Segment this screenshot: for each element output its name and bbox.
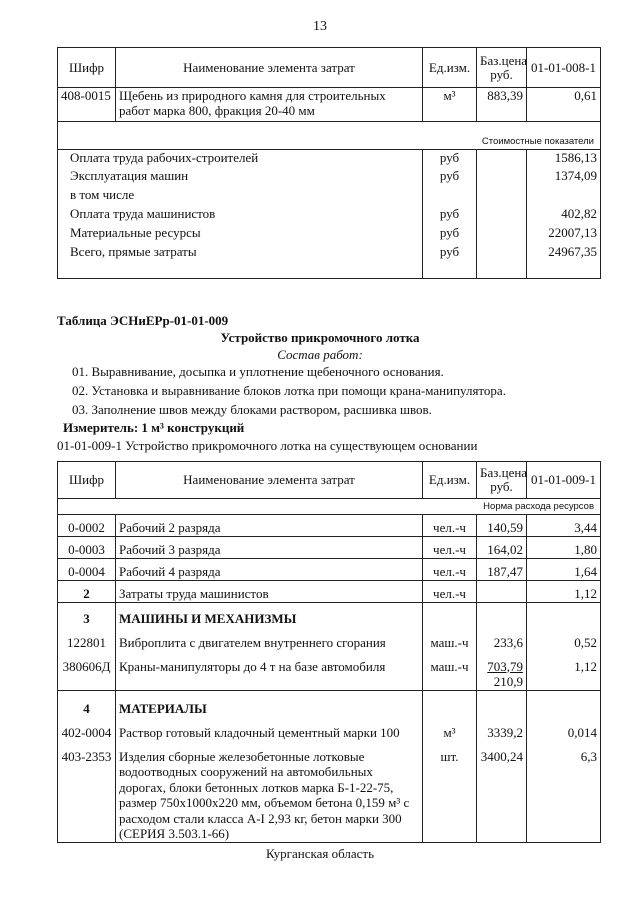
row-code: 0-0004 [58,559,116,581]
row-value: 3,44 [527,515,601,537]
table-row [58,515,601,537]
row-price: 164,02 [477,537,527,559]
cost-name: Оплата труда машинистов [58,206,423,225]
section-heading: Устройство прикромочного лотка [220,330,420,345]
cost-name: Эксплуатация машин [58,168,423,187]
cost-unit: руб [423,168,477,187]
cost-indicators-header: Стоимостные показатели [58,134,601,150]
section-code: 3 [58,603,116,627]
col-norm-code: 01-01-009-1 [527,462,601,499]
row-code: 0-0002 [58,515,116,537]
row-unit: чел.-ч [423,581,477,603]
row-name: Рабочий 3 разряда [116,537,423,559]
row-unit: маш.-ч [423,627,477,651]
row-name: Раствор готовый кладочный цементный марки 100 [116,717,423,741]
table-row [58,149,601,168]
row-name: Изделия сборные железобетонные лотковые водоотводных сооружений на автомобильных дорогах, блоки бетонных лотков марка Б-1-22-75, размер 750x1000x220 мм, объемом бетона 0,159 м³ с расходом стали класса А-I 2,93 кг, бетон марки 300 (СЕРИЯ 3.503.1-66) [116,741,423,843]
row-value: 1,80 [527,537,601,559]
row-name: Рабочий 4 разряда [116,559,423,581]
cost-value: 24967,35 [527,244,601,278]
row-price: 233,6 [477,627,527,651]
table-title: Таблица ЭСНиЕРр-01-01-009 [57,313,229,328]
row-price [477,651,527,691]
row-value: 1,12 [527,581,601,603]
row-unit: чел.-ч [423,515,477,537]
row-price [477,581,527,603]
row-code: 0-0003 [58,537,116,559]
table-row [58,559,601,581]
table-row [58,581,601,603]
row-code: 403-2353 [58,741,116,843]
row-name: Щебень из природного камня для строительных работ марка 800, фракция 20-40 мм [116,88,423,122]
row-price: 883,39 [477,88,527,122]
row-value: 6,3 [527,741,601,843]
cost-value: 1586,13 [527,149,601,168]
work-composition-title: Состав работ: [277,347,363,362]
col-base-price: Баз.цена руб. [477,462,527,499]
table-row [58,627,601,651]
col-norm-code: 01-01-008-1 [527,48,601,88]
row-value: 1,64 [527,559,601,581]
table-row [58,244,601,278]
norm-line: 01-01-009-1 Устройство прикромочного лотка на существующем основании [57,438,478,453]
col-code: Шифр [58,462,116,499]
table-row [58,741,601,843]
table-resource-norm-008 [57,47,601,279]
section-code: 4 [58,691,116,717]
norm-consumption-header: Норма расхода ресурсов [58,499,601,515]
row-code: 2 [58,581,116,603]
cost-unit: руб [423,206,477,225]
row-value: 0,61 [527,88,601,122]
row-name: Рабочий 2 разряда [116,515,423,537]
row-name: Краны-манипуляторы до 4 т на базе автомобиля [116,651,423,691]
table-row [58,537,601,559]
work-item: 02. Установка и выравнивание блоков лотка при помощи крана-манипулятора. [72,383,506,398]
row-unit: шт. [423,741,477,843]
cost-name: Всего, прямые затраты [58,244,423,278]
row-unit: м³ [423,717,477,741]
row-code: 408-0015 [58,88,116,122]
cost-name: в том числе [58,187,423,206]
row-price: 3339,2 [477,717,527,741]
table-row [58,206,601,225]
row-unit: чел.-ч [423,559,477,581]
row-name: Затраты труда машинистов [116,581,423,603]
row-code: 380606Д [58,651,116,691]
cost-unit: руб [423,225,477,244]
cost-name: Оплата труда рабочих-строителей [58,149,423,168]
section-title: МАШИНЫ И МЕХАНИЗМЫ [116,603,423,627]
cost-name: Материальные ресурсы [58,225,423,244]
table-row [58,225,601,244]
section-row-materials [58,691,601,717]
table-row [58,187,601,206]
col-code: Шифр [58,48,116,88]
work-item: 03. Заполнение швов между блоками раствором, расшивка швов. [72,402,432,417]
cost-unit: руб [423,149,477,168]
row-value: 0,014 [527,717,601,741]
table-row [58,651,601,691]
row-price-secondary: 210,9 [493,673,523,689]
cost-value: 1374,09 [527,168,601,187]
table-resource-norm-009 [57,461,601,843]
col-name: Наименование элемента затрат [116,462,423,499]
row-name: Виброплита с двигателем внутреннего сгорания [116,627,423,651]
col-unit: Ед.изм. [423,462,477,499]
section-title: МАТЕРИАЛЫ [116,691,423,717]
cost-value: 22007,13 [527,225,601,244]
cost-value: 402,82 [527,206,601,225]
row-code: 402-0004 [58,717,116,741]
row-price: 3400,24 [477,741,527,843]
row-price-primary: 703,79 [487,658,523,674]
row-value: 1,12 [527,651,601,691]
row-unit: маш.-ч [423,651,477,691]
row-unit: чел.-ч [423,537,477,559]
row-value: 0,52 [527,627,601,651]
row-unit: м³ [423,88,477,122]
table-row [58,168,601,187]
work-item: 01. Выравнивание, досыпка и уплотнение щебеночного основания. [72,364,444,379]
page-number: 13 [313,19,327,34]
footer-region: Курганская область [265,846,375,861]
meter: Измеритель: 1 м³ конструкций [63,420,245,435]
table-row [58,717,601,741]
row-price: 187,47 [477,559,527,581]
row-price: 140,59 [477,515,527,537]
col-name: Наименование элемента затрат [116,48,423,88]
row-code: 122801 [58,627,116,651]
col-unit: Ед.изм. [423,48,477,88]
section-row-machines [58,603,601,627]
col-base-price: Баз.цена руб. [477,48,527,88]
cost-unit: руб [423,244,477,278]
table-row [58,88,601,122]
